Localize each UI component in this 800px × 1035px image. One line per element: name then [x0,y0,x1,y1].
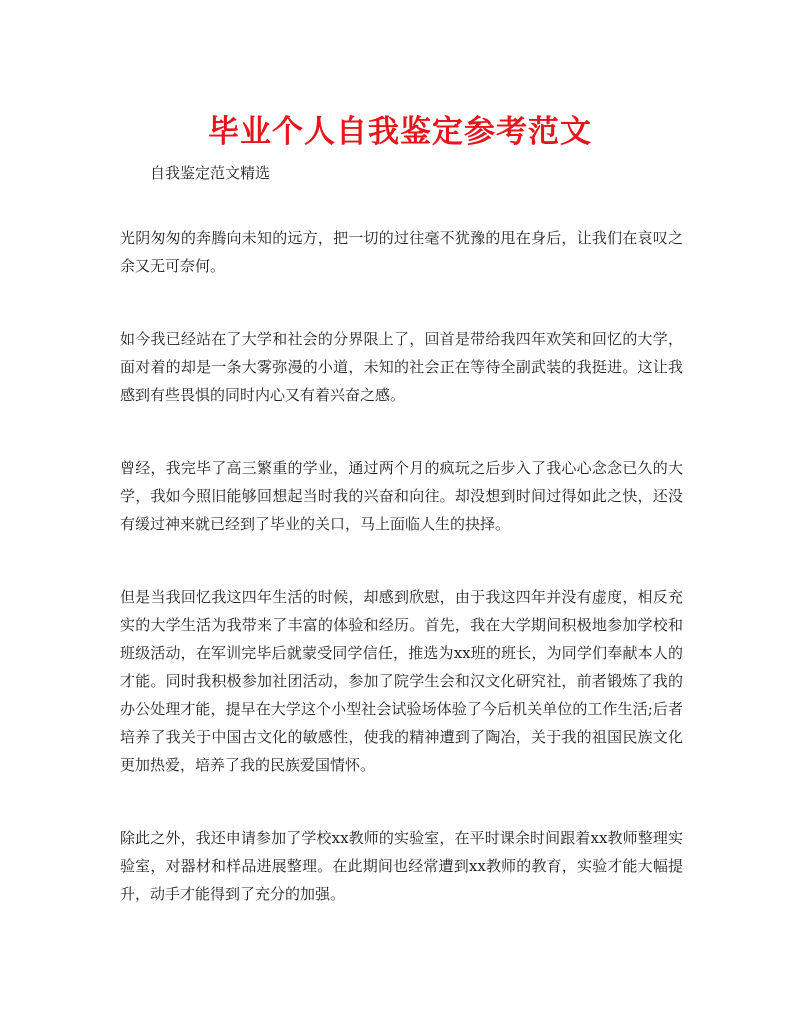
paragraph-4: 但是当我回忆我这四年生活的时候，却感到欣慰，由于我这四年并没有虚度，相反充实的大学生活为我带来了丰富的体验和经历。首先，我在大学期间积极地参加学校和班级活动，在军训完毕后就蒙受同学信任，推选为xx班的班长，为同学们奉献本人的才能。同时我积极参加社团活动，参加了院学生会和汉文化研究社，前者锻炼了我的办公处理才能，提早在大学这个小型社会试验场体验了今后机关单位的工作生活;后者培养了我关于中国古文化的敏感性，使我的精神遭到了陶冶，关于我的祖国民族文化更加热爱，培养了我的民族爱国情怀。 [120,588,683,774]
paragraph-2: 如今我已经站在了大学和社会的分界限上了，回首是带给我四年欢笑和回忆的大学，面对着的却是一条大雾弥漫的小道，未知的社会正在等待全副武装的我挺进。这让我感到有些畏惧的同时内心又有着兴奋之感。 [120,330,683,404]
paragraph-1: 光阴匆匆的奔腾向未知的远方，把一切的过往毫不犹豫的甩在身后，让我们在哀叹之余又无可奈何。 [120,229,683,275]
document-title: 毕业个人自我鉴定参考范文 [208,114,592,150]
document-subtitle: 自我鉴定范文精选 [150,164,271,182]
paragraph-5: 除此之外，我还申请参加了学校xx教师的实验室，在平时课余时间跟着xx教师整理实验室，对器材和样品进展整理。在此期间也经常遭到xx教师的教育，实验才能大幅提升，动手才能得到了充分的加强。 [120,829,683,903]
document-body [120,224,683,953]
paragraph-3: 曾经，我完毕了高三繁重的学业，通过两个月的疯玩之后步入了我心心念念已久的大学，我如今照旧能够回想起当时我的兴奋和向往。却没想到时间过得如此之快，还没有缓过神来就已经到了毕业的关口，马上面临人生的抉择。 [120,459,683,533]
